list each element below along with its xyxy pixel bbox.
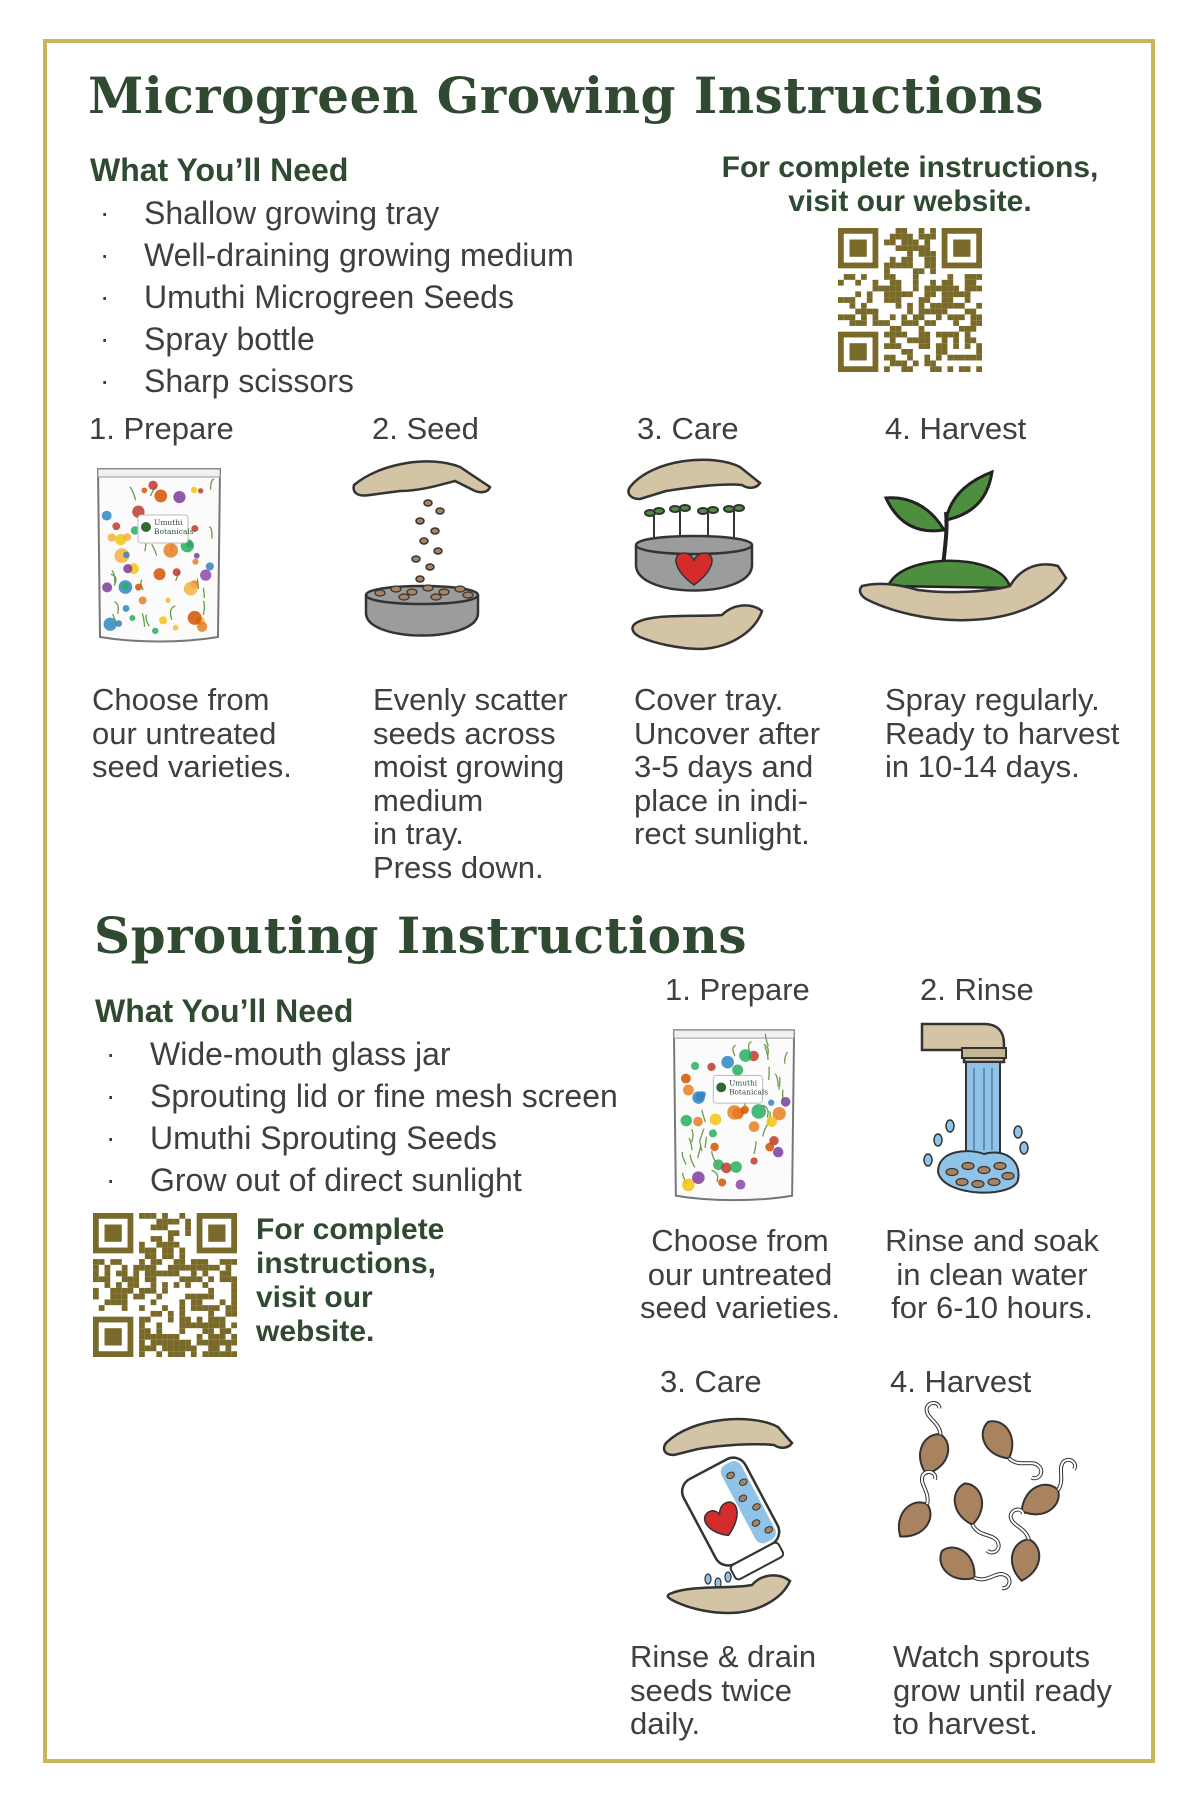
svg-text:Botanicals: Botanicals: [729, 1087, 769, 1097]
sprouting-qr-code[interactable]: [93, 1213, 237, 1357]
sprouting-step-3-desc: Rinse & drain seeds twice daily.: [630, 1639, 817, 1741]
microgreen-qr-code[interactable]: [838, 228, 982, 372]
list-item: · Umuthi Sprouting Seeds: [96, 1117, 618, 1159]
list-item: · Shallow growing tray: [90, 192, 574, 234]
svg-text:Botanicals: Botanicals: [154, 527, 194, 536]
sprouting-step-2-title: 2. Rinse: [920, 972, 1034, 1007]
microgreen-step-4-title: 4. Harvest: [885, 411, 1027, 446]
sprouting-needs-heading: What You’ll Need: [95, 993, 354, 1029]
microgreen-step-4-desc: Spray regularly. Ready to harvest in 10-14 days.: [885, 682, 1120, 784]
microgreen-website-note: For complete instructions, visit our website.: [721, 151, 1099, 218]
microgreen-title: Microgreen Growing Instructions: [88, 66, 1044, 125]
list-item: · Wide-mouth glass jar: [96, 1033, 618, 1075]
list-item: · Umuthi Microgreen Seeds: [90, 276, 574, 318]
sprouting-title: Sprouting Instructions: [94, 906, 747, 965]
list-item: · Spray bottle: [90, 318, 574, 360]
hands-cover-tray-icon: [622, 453, 768, 657]
sprouting-step-1-title: 1. Prepare: [665, 972, 810, 1007]
list-item: · Well-draining growing medium: [90, 234, 574, 276]
hand-scatter-seeds-icon: [350, 455, 495, 655]
microgreen-step-2-desc: Evenly scatter seeds across moist growing medium in tray. Press down.: [373, 682, 568, 885]
sprouting-step-3-title: 3. Care: [660, 1364, 762, 1399]
sprouted-seeds-icon: [889, 1411, 1071, 1601]
microgreen-step-2-title: 2. Seed: [372, 411, 479, 446]
list-item: · Sharp scissors: [90, 360, 574, 402]
list-item: · Sprouting lid or fine mesh screen: [96, 1075, 618, 1117]
svg-text:Umuthi: Umuthi: [729, 1078, 758, 1088]
microgreen-step-3-desc: Cover tray. Uncover after 3-5 days and place in indi- rect sunlight.: [634, 682, 821, 851]
sprouting-step-4-title: 4. Harvest: [890, 1364, 1032, 1399]
microgreen-needs-list: [90, 192, 574, 402]
seed-pouch-icon: [668, 1021, 800, 1203]
hand-sprout-icon: [858, 468, 1070, 624]
faucet-water-icon: [918, 1020, 1032, 1202]
microgreen-step-1-desc: Choose from our untreated seed varieties.: [92, 682, 292, 784]
seed-pouch-icon: [92, 461, 226, 643]
svg-text:Umuthi: Umuthi: [154, 518, 183, 527]
sprouting-step-2-desc: Rinse and soak in clean water for 6-10 hours.: [885, 1223, 1099, 1325]
microgreen-step-1-title: 1. Prepare: [89, 411, 234, 446]
sprouting-step-1-desc: Choose from our untreated seed varieties.: [640, 1223, 840, 1325]
sprouting-step-4-desc: Watch sprouts grow until ready to harvest.: [893, 1639, 1112, 1741]
sprouting-needs-list: [96, 1033, 618, 1201]
sprouting-website-note: For complete instructions, visit our website.: [256, 1213, 445, 1348]
microgreen-needs-heading: What You’ll Need: [90, 152, 349, 188]
microgreen-step-3-title: 3. Care: [637, 411, 739, 446]
hands-jar-icon: [662, 1413, 796, 1617]
list-item: · Grow out of direct sunlight: [96, 1159, 618, 1201]
